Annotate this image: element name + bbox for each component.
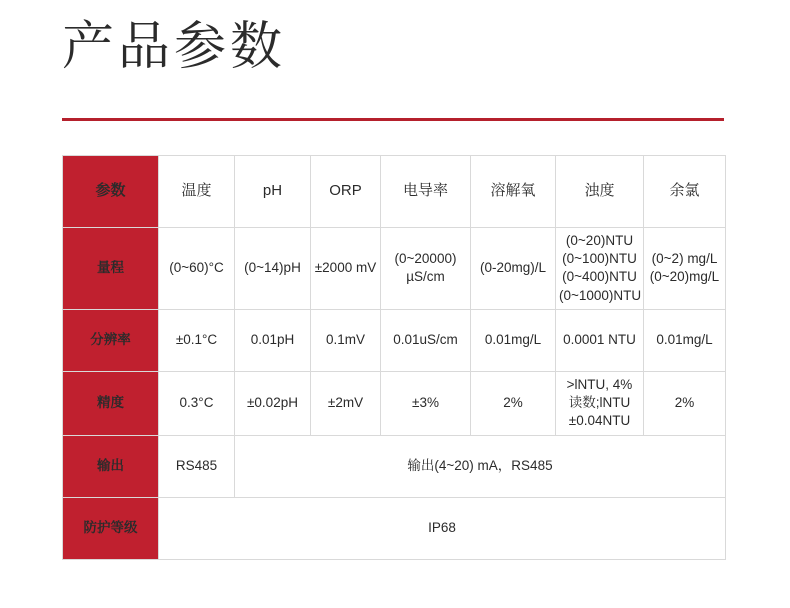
cell-accuracy-residual-chlorine: 2% bbox=[644, 371, 726, 435]
table-row bbox=[63, 497, 726, 559]
cell-range-orp-line1: ±2000 mV bbox=[314, 260, 377, 276]
row-header-accuracy: 精度 bbox=[63, 371, 159, 435]
page-title: 产品参数 bbox=[62, 18, 287, 76]
spec-table-container bbox=[62, 155, 725, 560]
column-header-temperature: 温度 bbox=[159, 156, 235, 228]
column-header-residual-chlorine: 余氯 bbox=[644, 156, 726, 228]
row-header-range: 量程 bbox=[63, 228, 159, 310]
cell-range-turbidity bbox=[556, 228, 644, 310]
column-header-ph: pH bbox=[235, 156, 311, 228]
cell-output-temperature: RS485 bbox=[159, 435, 235, 497]
cell-resolution-ph: 0.01pH bbox=[235, 309, 311, 371]
cell-resolution-dissolved-oxygen: 0.01mg/L bbox=[471, 309, 556, 371]
cell-accuracy-dissolved-oxygen: 2% bbox=[471, 371, 556, 435]
cell-range-temperature: (0~60)°C bbox=[159, 228, 235, 310]
column-header-orp: ORP bbox=[311, 156, 381, 228]
row-header-parameter: 参数 bbox=[63, 156, 159, 228]
cell-accuracy-conductivity: ±3% bbox=[381, 371, 471, 435]
cell-range-orp bbox=[311, 228, 381, 310]
row-header-protection: 防护等级 bbox=[63, 497, 159, 559]
table-row bbox=[63, 371, 726, 435]
cell-range-conductivity: (0~20000) µS/cm bbox=[381, 228, 471, 310]
turbidity-accuracy-line-2: 读数;lNTU bbox=[568, 395, 631, 411]
table-row bbox=[63, 156, 726, 228]
column-header-dissolved-oxygen: 溶解氧 bbox=[471, 156, 556, 228]
row-header-resolution: 分辨率 bbox=[63, 309, 159, 371]
turbidity-range-line-1: (0~20)NTU bbox=[565, 233, 634, 248]
cell-resolution-temperature: ±0.1°C bbox=[159, 309, 235, 371]
cell-range-residual-chlorine bbox=[644, 228, 726, 310]
turbidity-accuracy-line-3: ±0.04NTU bbox=[568, 413, 631, 429]
chlorine-range-line-2: (0~20)mg/L bbox=[649, 269, 720, 285]
cell-range-dissolved-oxygen: (0-20mg)/L bbox=[471, 228, 556, 310]
column-header-conductivity: 电导率 bbox=[381, 156, 471, 228]
row-header-output: 输出 bbox=[63, 435, 159, 497]
cell-accuracy-turbidity bbox=[556, 371, 644, 435]
cell-range-ph: (0~14)pH bbox=[235, 228, 311, 310]
cell-accuracy-orp: ±2mV bbox=[311, 371, 381, 435]
table-row bbox=[63, 228, 726, 310]
turbidity-range-line-3: (0~400)NTU bbox=[562, 269, 637, 285]
table-row bbox=[63, 435, 726, 497]
cell-resolution-residual-chlorine: 0.01mg/L bbox=[644, 309, 726, 371]
column-header-turbidity: 浊度 bbox=[556, 156, 644, 228]
cell-output-merged: 输出(4~20) mA，RS485 bbox=[235, 435, 726, 497]
chlorine-range-line-1: (0~2) mg/L bbox=[651, 251, 718, 267]
cell-resolution-conductivity: 0.01uS/cm bbox=[381, 309, 471, 371]
turbidity-range-line-4: (0~1000)NTU bbox=[559, 287, 642, 303]
table-row bbox=[63, 309, 726, 371]
cell-accuracy-temperature: 0.3°C bbox=[159, 371, 235, 435]
cell-resolution-turbidity: 0.0001 NTU bbox=[556, 309, 644, 371]
cell-accuracy-ph: ±0.02pH bbox=[235, 371, 311, 435]
cell-protection-merged: IP68 bbox=[159, 497, 726, 559]
cell-resolution-orp: 0.1mV bbox=[311, 309, 381, 371]
spec-table bbox=[62, 155, 726, 560]
title-divider bbox=[62, 118, 724, 121]
turbidity-range-line-2: (0~100)NTU bbox=[562, 251, 637, 267]
turbidity-accuracy-line-1: >lNTU, 4% bbox=[566, 376, 633, 392]
